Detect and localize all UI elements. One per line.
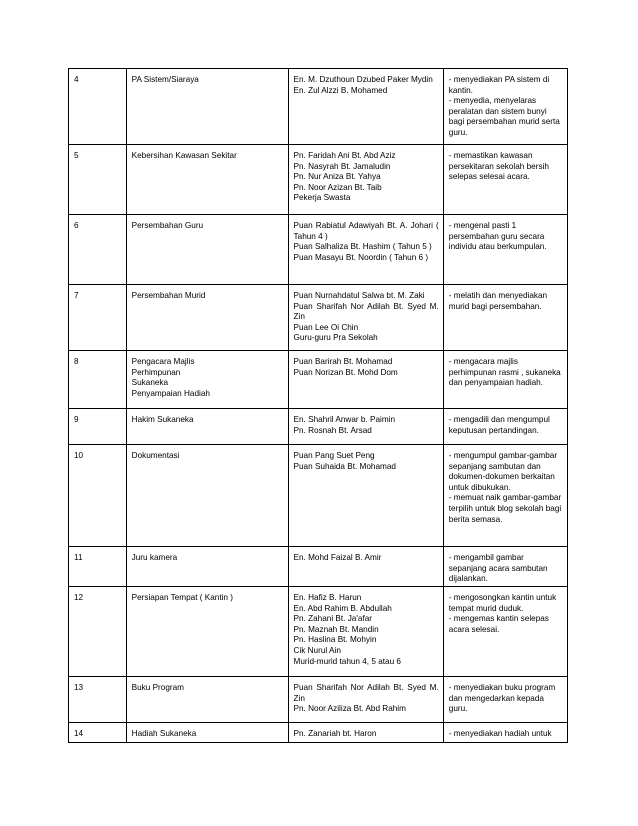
task-cell-line: Persembahan Murid	[131, 291, 206, 300]
row-number: 7	[69, 285, 127, 351]
task-cell	[126, 677, 288, 723]
table-row	[69, 69, 568, 145]
staff-cell-line: Pn. Noor Azizan Bt. Taib	[293, 182, 382, 192]
task-cell	[126, 547, 288, 587]
staff-cell	[288, 547, 443, 587]
table-row	[69, 547, 568, 587]
row-number: 9	[69, 409, 127, 445]
task-cell	[126, 351, 288, 409]
row-number: 13	[69, 677, 127, 723]
staff-cell-line: Pn. Nur Aniza Bt. Yahya	[293, 172, 381, 182]
table-row	[69, 351, 568, 409]
task-cell-line: Pengacara Majlis	[131, 357, 195, 366]
staff-cell-line: En. Shahril Anwar b. Paimin	[293, 415, 396, 424]
role-cell-line: - mengadili dan mengumpul keputusan pertandingan.	[448, 415, 550, 435]
staff-cell-line: Pn. Rosnah Bt. Arsad	[293, 425, 372, 435]
task-cell	[126, 445, 288, 547]
row-number: 4	[69, 69, 127, 145]
table-row	[69, 723, 568, 743]
table-row	[69, 677, 568, 723]
role-cell-line: - mengosongkan kantin untuk tempat murid duduk.	[448, 593, 557, 613]
task-cell	[126, 69, 288, 145]
role-cell	[443, 69, 567, 145]
task-cell	[126, 215, 288, 285]
staff-cell-line: Murid-murid tahun 4, 5 atau 6	[293, 656, 401, 666]
row-number: 6	[69, 215, 127, 285]
staff-cell-line: Puan Pang Suet Peng	[293, 451, 375, 460]
staff-cell-line: Puan Lee Oi Chin	[293, 322, 359, 332]
task-cell	[126, 587, 288, 677]
role-cell-line: - mengumpul gambar-gambar sepanjang sambutan dan dokumen-dokumen berkaitan untuk dibukukan.	[448, 451, 558, 492]
task-cell	[126, 409, 288, 445]
row-number: 8	[69, 351, 127, 409]
task-cell-line: PA Sistem/Siaraya	[131, 75, 199, 84]
staff-cell-line: Puan Masayu Bt. Noordin ( Tahun 6 )	[293, 252, 429, 262]
role-cell	[443, 215, 567, 285]
staff-cell-line: Puan Sharifah Nor Adilah Bt. Syed M. Zin	[293, 301, 439, 322]
table-row	[69, 587, 568, 677]
role-cell-line: - mengambil gambar sepanjang acara sambutan dijalankan.	[448, 553, 548, 584]
task-cell	[126, 723, 288, 743]
staff-cell-line: En. Abd Rahim B. Abdullah	[293, 603, 392, 613]
row-number: 11	[69, 547, 127, 587]
role-cell-line: - mengemas kantin selepas acara selesai.	[448, 614, 549, 634]
role-cell-line: - melatih dan menyediakan murid bagi persembahan.	[448, 291, 548, 311]
task-cell	[126, 285, 288, 351]
staff-cell-line: Puan Sharifah Nor Adilah Bt. Syed M. Zin	[293, 683, 439, 703]
staff-cell-line: Cik Nurul Ain	[293, 645, 341, 655]
staff-cell-line: Puan Nurnahdatul Salwa bt. M. Zaki	[293, 291, 425, 300]
staff-cell-line: Puan Salhaliza Bt. Hashim ( Tahun 5 )	[293, 242, 432, 252]
table-row	[69, 215, 568, 285]
role-cell	[443, 145, 567, 215]
staff-cell-line: Guru-guru Pra Sekolah	[293, 333, 378, 343]
committee-table	[68, 68, 568, 743]
row-number: 14	[69, 723, 127, 743]
role-cell-line: - menyedia, menyelaras peralatan dan sistem bunyi bagi persembahan murid serta guru.	[448, 96, 560, 137]
staff-cell	[288, 587, 443, 677]
staff-cell	[288, 351, 443, 409]
task-cell-line: Hadiah Sukaneka	[131, 729, 197, 738]
table-row	[69, 285, 568, 351]
staff-cell-line: En. Mohd Faizal B. Amir	[293, 553, 382, 562]
staff-cell-line: Pekerja Swasta	[293, 193, 351, 203]
staff-cell-line: Pn. Maznah Bt. Mandin	[293, 624, 379, 634]
role-cell	[443, 285, 567, 351]
role-cell-line: - mengacara majlis perhimpunan rasmi , sukaneka dan penyampaian hadiah.	[448, 357, 561, 388]
staff-cell-line: Pn. Haslina Bt. Mohyin	[293, 635, 377, 645]
role-cell-line: - mengenal pasti 1 persembahan guru secara individu atau berkumpulan.	[448, 221, 547, 252]
role-cell-line: - memuat naik gambar-gambar terpilih untuk blog sekolah bagi berita semasa.	[448, 493, 562, 524]
staff-cell-line: Puan Rabiatul Adawiyah Bt. A. Johari ( Tahun 4 )	[293, 221, 439, 241]
task-cell-line: Buku Program	[131, 683, 184, 692]
task-cell	[126, 145, 288, 215]
staff-cell	[288, 215, 443, 285]
staff-cell	[288, 723, 443, 743]
staff-cell-line: Pn. Nasyrah Bt. Jamaludin	[293, 161, 391, 171]
staff-cell	[288, 285, 443, 351]
role-cell-line: - menyediakan buku program dan mengedarkan kepada guru.	[448, 683, 556, 714]
role-cell-line: - memastikan kawasan persekitaran sekolah bersih selepas selesai acara.	[448, 151, 549, 182]
task-cell-line: Kebersihan Kawasan Sekitar	[131, 151, 237, 160]
table-row	[69, 145, 568, 215]
staff-cell	[288, 69, 443, 145]
row-number: 12	[69, 587, 127, 677]
task-cell-line: Juru kamera	[131, 553, 178, 562]
staff-cell	[288, 409, 443, 445]
table-row	[69, 445, 568, 547]
role-cell	[443, 351, 567, 409]
staff-cell-line: En. Zul Alzzi B. Mohamed	[293, 85, 388, 95]
role-cell	[443, 445, 567, 547]
staff-cell-line: Pn. Zanariah bt. Haron	[293, 729, 377, 738]
staff-cell-line: Puan Barirah Bt. Mohamad	[293, 357, 393, 366]
task-cell-line: Persiapan Tempat ( Kantin )	[131, 593, 233, 602]
staff-cell	[288, 445, 443, 547]
staff-cell-line: Pn. Faridah Ani Bt. Abd Aziz	[293, 151, 396, 160]
staff-cell	[288, 677, 443, 723]
task-cell-line: Dokumentasi	[131, 451, 180, 460]
task-cell-line: Persembahan Guru	[131, 221, 204, 230]
staff-cell-line: Pn. Zahani Bt. Ja'afar	[293, 614, 373, 624]
staff-cell-line: Puan Norizan Bt. Mohd Dom	[293, 367, 398, 377]
role-cell-line: - menyediakan PA sistem di kantin.	[448, 75, 550, 95]
table-row	[69, 409, 568, 445]
task-cell-line: Perhimpunan	[131, 367, 181, 377]
task-cell-line: Sukaneka	[131, 378, 169, 388]
staff-cell-line: Pn. Noor Aziliza Bt. Abd Rahim	[293, 704, 406, 714]
staff-cell-line: Puan Suhaida Bt. Mohamad	[293, 461, 396, 471]
role-cell	[443, 587, 567, 677]
role-cell	[443, 723, 567, 743]
staff-cell-line: En. M. Dzuthoun Dzubed Paker Mydin	[293, 75, 433, 84]
role-cell	[443, 547, 567, 587]
staff-cell	[288, 145, 443, 215]
task-cell-line: Penyampaian Hadiah	[131, 388, 210, 398]
role-cell-line: - menyediakan hadiah untuk	[448, 729, 552, 738]
row-number: 10	[69, 445, 127, 547]
task-cell-line: Hakim Sukaneka	[131, 415, 194, 424]
role-cell	[443, 409, 567, 445]
staff-cell-line: En. Hafiz B. Harun	[293, 593, 362, 602]
role-cell	[443, 677, 567, 723]
row-number: 5	[69, 145, 127, 215]
